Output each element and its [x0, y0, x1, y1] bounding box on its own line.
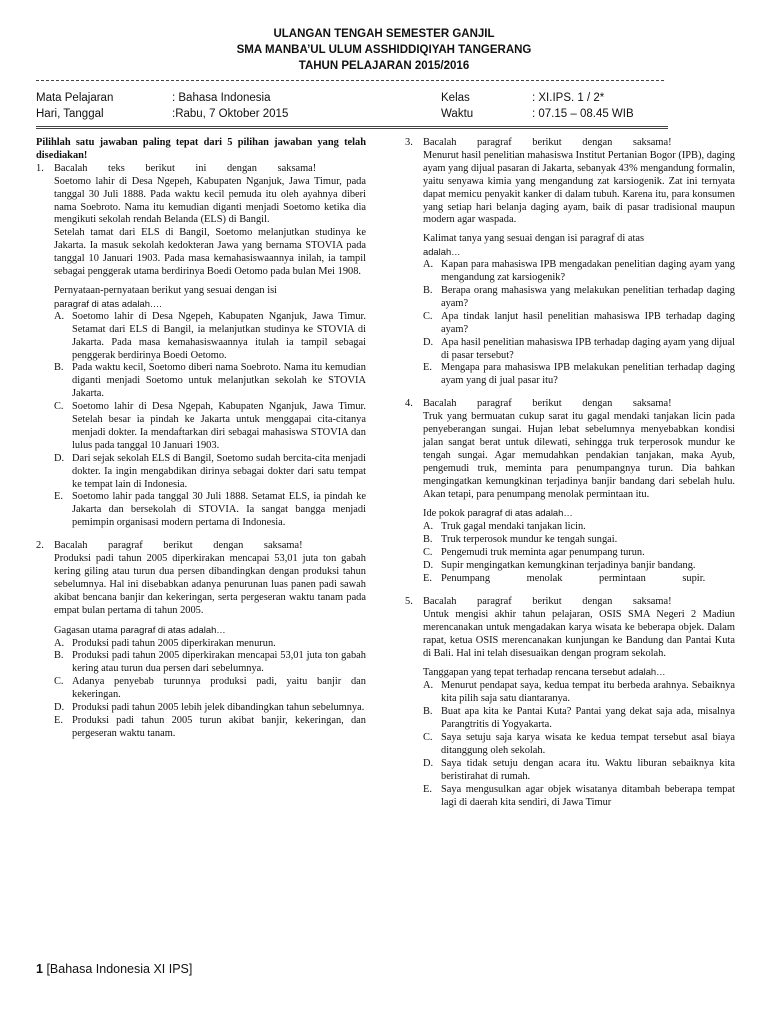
time-value: : 07.15 – 08.45 WIB — [532, 108, 634, 120]
question-stem: Tanggapan yang tepat terhadap rencana tersebut adalah… — [423, 666, 666, 679]
option-d[interactable]: D. Dari sejak sekolah ELS di Bangil, Soetomo sudah bercita-cita menjadi dokter. Ia ingin mengabdikan dirinya sebagai dokter dari satu tempat ke tempat lain di Indonesia. — [54, 452, 366, 490]
reading-paragraph: Produksi padi tahun 2005 diperkirakan mencapai 53,01 juta ton gabah kering giling atau turun dua persen dibandingkan dengan produksi tahun sebelumnya. Hal ini disebabkan adanya penurunan luas panen padi sawah akibat bencana banjir dan kekeringan, serta pergeseran waktu tanam pada empat bulan pertama di tahun 2005. — [54, 553, 366, 616]
question-number: 1. — [36, 162, 44, 174]
question-stem: Kalimat tanya yang sesuai dengan isi paragraf di atas — [423, 233, 645, 245]
question-stem: Gagasan utama paragraf di atas adalah… — [54, 623, 226, 636]
option-e[interactable]: E. Mengapa para mahasiswa IPB melakukan penelitian terhadap daging ayam yang di jual pasar itu? — [423, 362, 735, 387]
option-d[interactable]: D. Supir mengingatkan kemungkinan terjadinya banjir bandang. — [423, 560, 696, 572]
question-2 — [36, 540, 366, 741]
option-b[interactable]: B. Pada waktu kecil, Soetomo diberi nama Soebroto. Nama itu kemudian diganti menjadi Soetomo untuk melanjutkan sekolah ke STOVIA Jakarta. — [54, 362, 366, 400]
reading-paragraph: Soetomo lahir di Desa Ngepeh, Kabupaten Nganjuk, Jawa Timur, pada tanggal 30 Juli 1888. Pada waktu kecil pemuda itu oleh ayahnya diberi nama Soebroto. Nama itu kemudian diganti menjadi Soetomo ketika dia mengikuti sekolah rendah Belanda (ELS) di Bangil. — [54, 175, 366, 226]
question-stem-end: adalah… — [423, 246, 461, 258]
school-name: SMA MANBA’UL ULUM ASSHIDDIQIYAH TANGERANG — [236, 44, 532, 56]
question-3 — [405, 137, 735, 388]
option-b[interactable]: B. Truk terperosok mundur ke tengah sungai. — [423, 534, 618, 546]
info-divider — [36, 126, 668, 129]
question-5 — [405, 596, 735, 810]
right-column — [405, 137, 735, 809]
page-number: 1 — [36, 962, 43, 976]
exam-title: ULANGAN TENGAH SEMESTER GANJIL — [273, 28, 495, 40]
option-b[interactable]: B. Buat apa kita ke Pantai Kuta? Pantai yang dekat saja ada, misalnya Parangtritis di Yogyakarta. — [423, 706, 735, 731]
question-number: 4. — [405, 398, 413, 410]
question-intro: Bacalah paragraf berikut dengan saksama! — [54, 540, 303, 552]
reading-paragraph: Untuk mengisi akhir tahun pelajaran, OSIS SMA Negeri 2 Madiun merencanakan untuk mengadakan karya wisata ke beberapa objek. Dalam rapat, ketua OSIS merencanakan kunjungan ke Bandung dan Pantai Kuta di Bali. Hal ini telah disesuaikan dengan program sekolah. — [423, 608, 735, 659]
reading-paragraph: Menurut hasil penelitian mahasiswa Institut Pertanian Bogor (IPB), daging ayam yang dijual pasaran di Jakarta, sebanyak 43% mengandung formalin, yaitu senyawa kimia yang mengandung zat karsiogenik. Zat ini ternyata dapat memicu penyakit kanker di dalam tubuh. Karena itu, para konsumen yang setiap hari belanja daging ayam, baik di pasar tradisional maupun modern agar waspada. — [423, 149, 735, 226]
option-e[interactable]: E. Produksi padi tahun 2005 turun akibat banjir, kekeringan, dan pergeseran waktu tanam. — [54, 714, 366, 739]
question-number: 3. — [405, 137, 413, 148]
question-stem: Ide pokok paragraf di atas adalah… — [423, 507, 573, 520]
school-year: TAHUN PELAJARAN 2015/2016 — [298, 60, 470, 72]
class-label: Kelas — [441, 92, 470, 104]
option-c[interactable]: C. Saya setuju saja karya wisata ke kedua tempat tersebut asal biaya ditanggung oleh sekolah. — [423, 731, 735, 756]
question-1 — [36, 163, 366, 530]
option-c[interactable]: C. Apa tindak lanjut hasil penelitian mahasiswa IPB terhadap daging ayam? — [423, 310, 735, 335]
time-label: Waktu — [441, 108, 474, 120]
option-e[interactable]: E. Soetomo lahir pada tanggal 30 Juli 1888. Setamat ELS, ia pindah ke Jakarta dan bersekolah di STOVIA. Ia sangat bangga menjadi pemimpin organisasi modern pertama di Indonesia. — [54, 491, 366, 529]
class-value: : XI.IPS. 1 / 2* — [532, 92, 605, 104]
subject-label: Mata Pelajaran — [36, 92, 114, 104]
footer-label: [Bahasa Indonesia XI IPS] — [46, 962, 193, 976]
option-d[interactable]: D. Saya tidak setuju dengan acara itu. Waktu liburan sebaiknya kita beristirahat di rumah. — [423, 757, 735, 782]
question-intro: Bacalah paragraf berikut dengan saksama! — [423, 595, 672, 607]
left-column — [36, 137, 366, 741]
option-c[interactable]: C. Pengemudi truk meminta agar penumpang turun. — [423, 547, 645, 559]
page-footer — [36, 962, 192, 976]
header-divider — [36, 80, 664, 81]
option-d[interactable]: D. Apa hasil penelitian mahasiswa IPB terhadap daging ayam yang dijual di pasar tersebut? — [423, 336, 735, 361]
option-a[interactable]: A. Produksi padi tahun 2005 diperkirakan menurun. — [54, 637, 276, 649]
option-c[interactable]: C. Soetomo lahir di Desa Ngepah, Kabupaten Nganjuk, Jawa Timur. Setelah besar ia pindah ke Jakarta untuk menggapai cita-citanya menjadi dokter. Ia mendaftarkan diri sebagai mahasiswa STOVIA dan lulus pada tanggal 10 Januari 1903. — [54, 401, 366, 451]
question-stem-end: paragraf di atas adalah…. — [54, 297, 162, 309]
question-stem: Pernyataan-pernyataan berikut yang sesuai dengan isi — [54, 284, 278, 296]
date-value: :Rabu, 7 Oktober 2015 — [172, 108, 289, 120]
instruction: Pilihlah satu jawaban paling tepat dari 5 pilihan jawaban yang telah disediakan! — [36, 137, 366, 161]
question-intro: Bacalah paragraf berikut dengan saksama! — [423, 398, 672, 410]
question-number: 5. — [405, 595, 413, 607]
option-a[interactable]: A. Truk gagal mendaki tanjakan licin. — [423, 521, 586, 533]
question-intro: Bacalah teks berikut ini dengan saksama! — [54, 162, 317, 174]
option-b[interactable]: B. Berapa orang mahasiswa yang melakukan penelitian terhadap daging ayam? — [423, 284, 735, 309]
option-b[interactable]: B. Produksi padi tahun 2005 diperkirakan mencapai 53,01 juta ton gabah kering atau turun dua persen dari sebelumnya. — [54, 650, 366, 675]
option-d[interactable]: D. Produksi padi tahun 2005 lebih jelek dibandingkan tahun sebelumnya. — [54, 702, 365, 714]
option-e[interactable]: E. Penumpang menolak permintaan supir. — [423, 573, 706, 584]
subject-value: : Bahasa Indonesia — [172, 92, 271, 104]
option-e[interactable]: E. Saya mengusulkan agar objek wisatanya ditambah beberapa tempat lagi di daerah kita sendiri, di Jawa Timur — [423, 783, 735, 808]
question-4 — [405, 398, 735, 586]
option-a[interactable]: A. Kapan para mahasiswa IPB mengadakan penelitian daging ayam yang mengandung zat karsiogenik? — [423, 259, 735, 284]
date-label: Hari, Tanggal — [36, 108, 104, 120]
reading-paragraph: Setelah tamat dari ELS di Bangil, Soetomo melanjutkan studinya ke Jakarta. Ia masuk sekolah kedokteran Jawa yang bernama STOVIA pada tanggal 10 Januari 1903. Pada masa kemahasiswaannya inilah, ia tampil sebagai penggerak utama berdirinya Boedi Oetomo pada bulan Mei 1908. — [54, 227, 366, 278]
option-c[interactable]: C. Adanya penyebab turunnya produksi padi, yaitu banjir dan kekeringan. — [54, 676, 366, 701]
question-intro: Bacalah paragraf berikut dengan saksama! — [423, 137, 672, 148]
option-a[interactable]: A. Menurut pendapat saya, kedua tempat itu berbeda arahnya. Sebaiknya kita pilih saja satu diantaranya. — [423, 680, 735, 705]
reading-paragraph: Truk yang bermuatan cukup sarat itu gagal mendaki tanjakan licin pada penyeberangan sungai. Hujan lebat sebelumnya menyebabkan kondisi jalan sangat berat untuk dilewati, sehingga truk terperosok mundur ke tengah sungai. Agar memudahkan pendakian tanjakan, maka Ayub, pengemudi truk, meminta para penumpangnya turun. Dia bahkan mengingatkan kemungkinan terjadinya banjir bandang dari sebelah hulu. Akan tetapi, para penumpang menolak permintaan itu. — [423, 411, 735, 500]
question-number: 2. — [36, 540, 44, 552]
option-a[interactable]: A. Soetomo lahir di Desa Ngepeh, Kabupaten Nganjuk, Jawa Timur. Setamat dari ELS di Bangil, ia melanjutkan studinya ke STOVIA di Jakarta. Pada masa kemahasiswaannya itulah ia tampil sebagai penggerak berdirinya Boedi Oetomo. — [54, 310, 366, 361]
